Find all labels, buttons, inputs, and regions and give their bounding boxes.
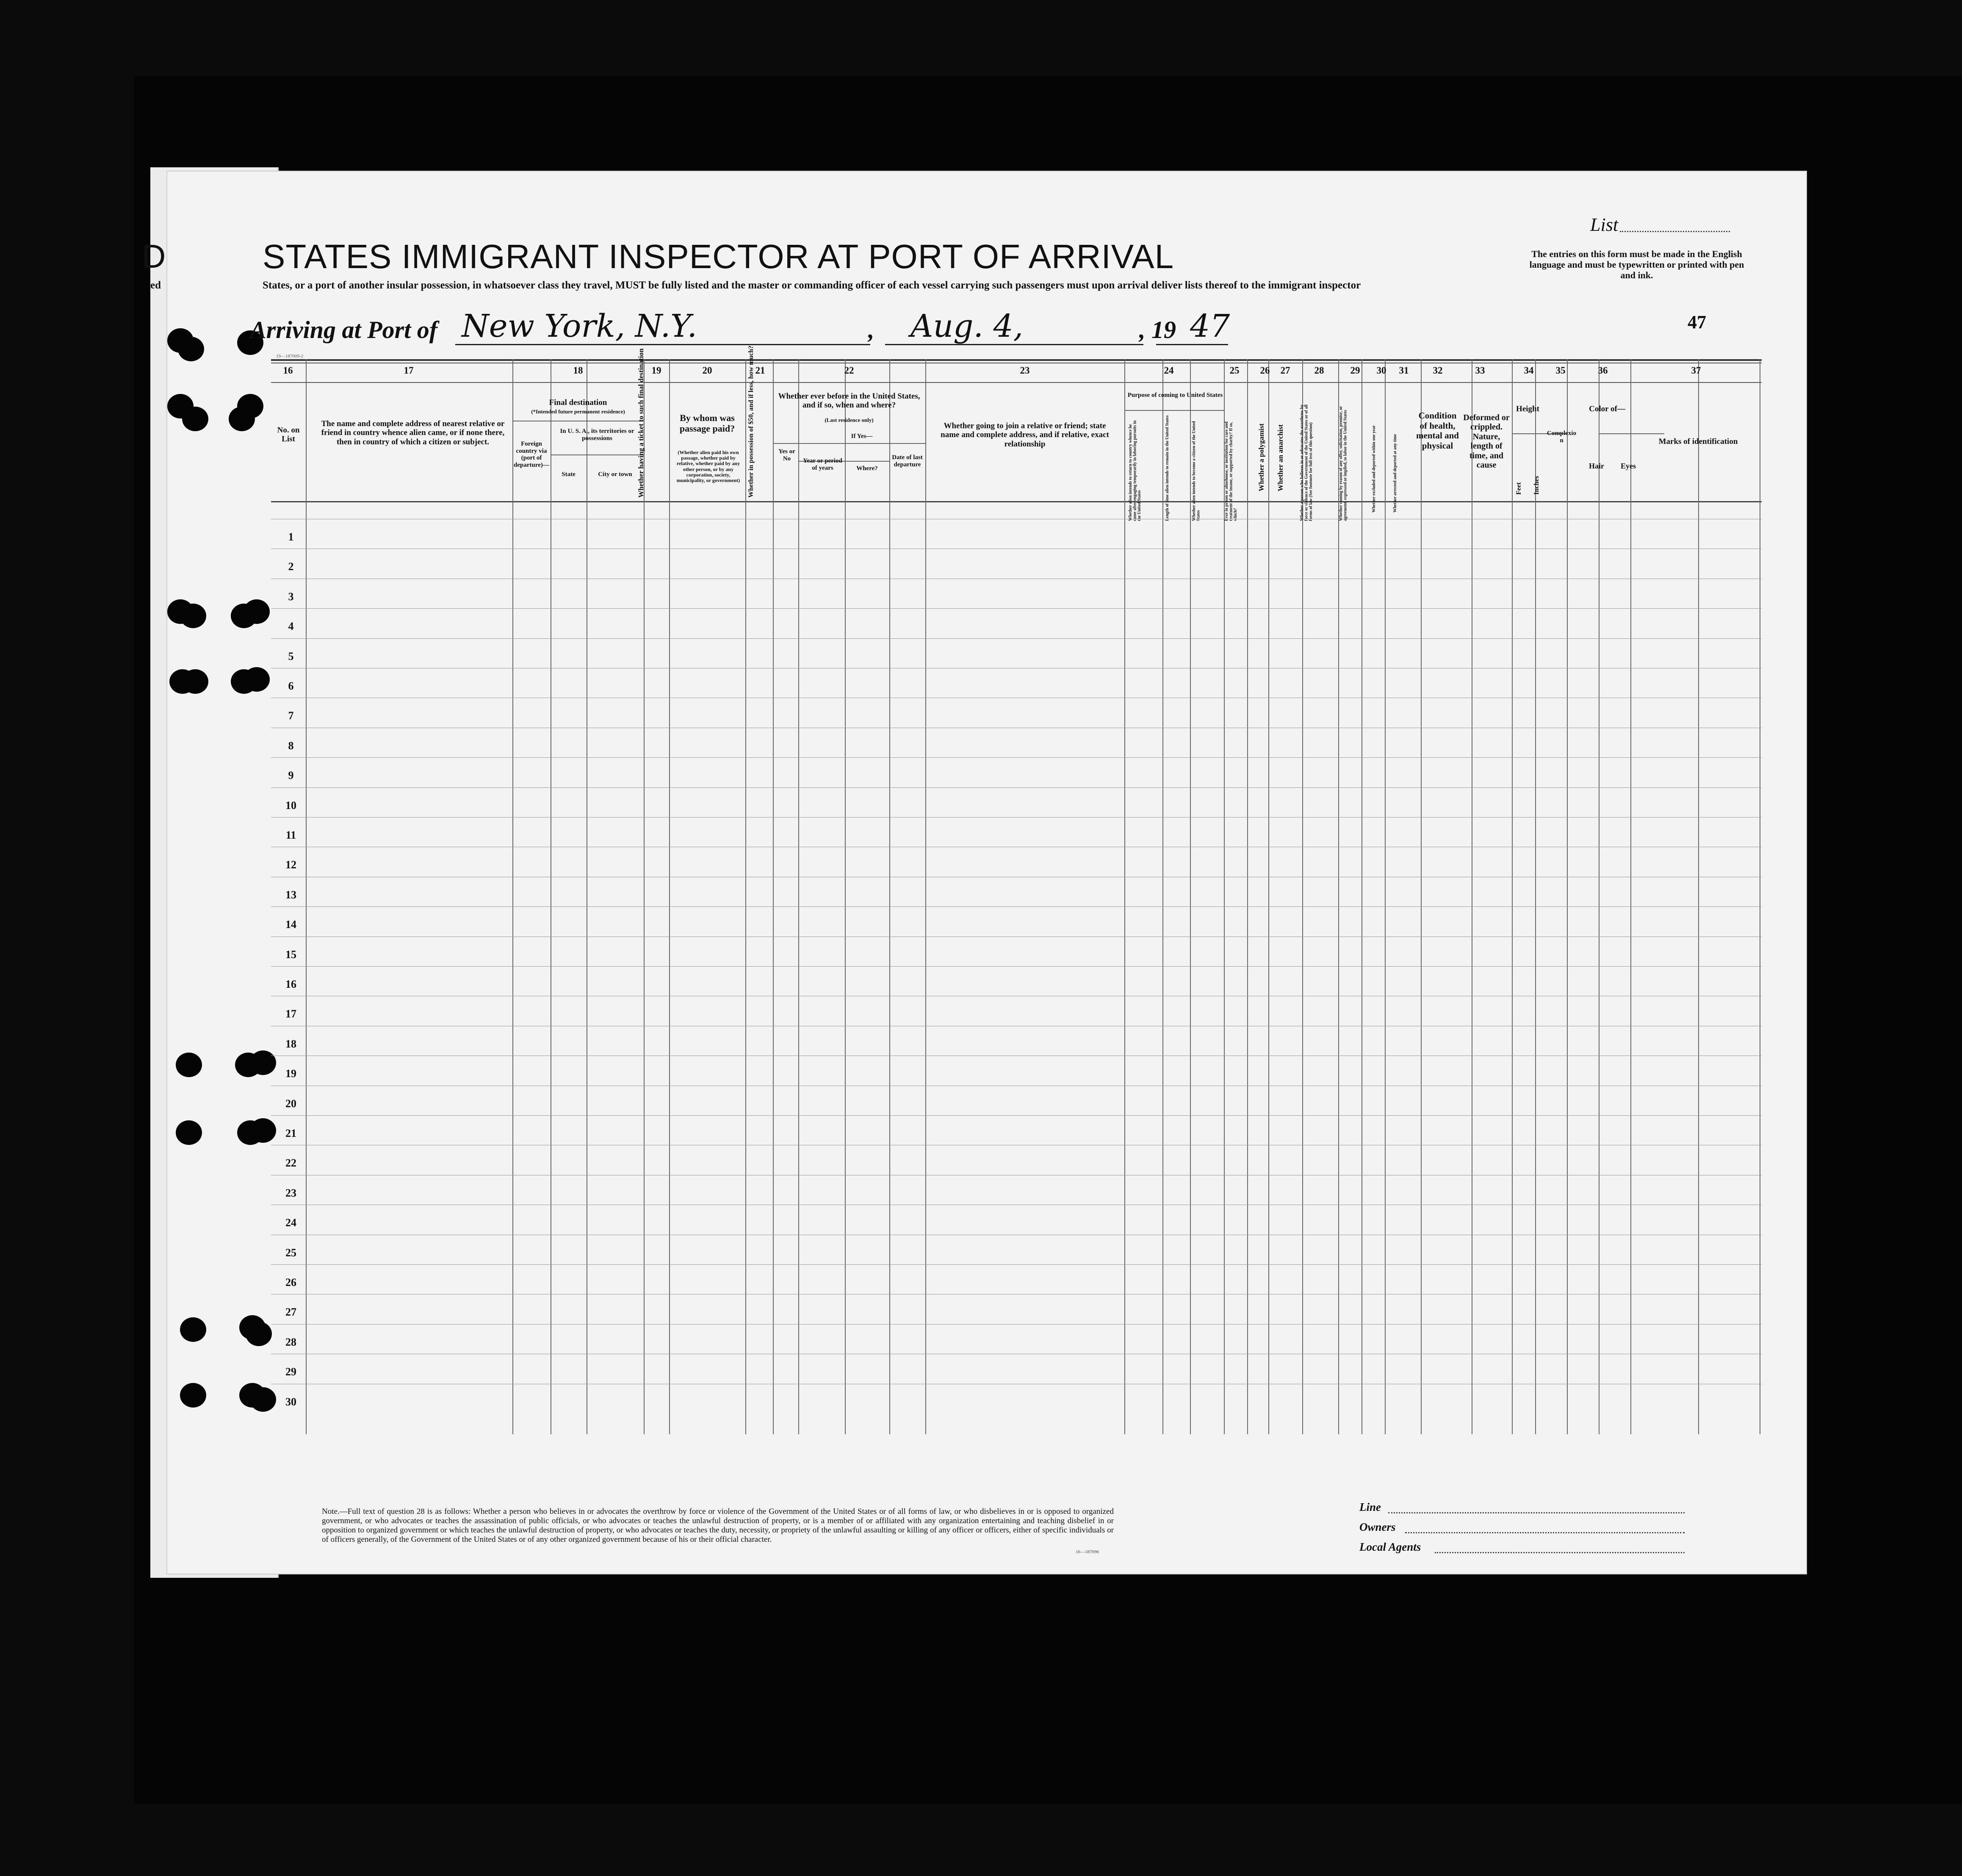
col24-purpose-b: Length of time alien intends to remain in the United States [1165,415,1170,521]
line-label: Line [1359,1501,1381,1513]
col34-inches: Inches [1533,476,1540,495]
footnote-question-28: Note.—Full text of question 28 is as follows: Whether a person who believes in or advocates the overthrow by force or violence of the Government of the United States or of all forms of law, or who disbelieves in or is opposed to organized government, or who advocates or teaches the assassination of public officials, or who advocates or teaches the unlawful destruction of property, or is a member of or affiliated with any organization entertaining and teaching disbelief in or opposition to organized government or which teaches the unlawful destruction of property, or who advocates or teaches the duty, necessity, or propriety of the unlawful assaulting or killing of any officer or officers, either of specific individuals or of officers generally, of the Government of the United States or of any other organized government because of his or their official character. [322,1507,1114,1544]
col18-city: City or town [598,471,632,478]
col35-header: Complexion [1547,430,1577,444]
row-number: 29 [285,1366,296,1378]
row-number: 18 [285,1037,296,1050]
local-agents-field [1435,1552,1685,1553]
col18-title: Final destination [549,398,607,407]
row-number: 12 [285,859,296,871]
line-field [1388,1512,1685,1513]
col25-header: Ever in prison or almshouse, or institution for care and treatment of the insane, or supported by charity? If so, which? [1224,421,1238,521]
table-row [271,906,1762,907]
row-number: 20 [285,1097,296,1110]
col36-eyes: Eyes [1621,462,1636,470]
col18-state: State [562,471,576,478]
col20-subtitle: (Whether alien paid his own passage, whether paid by relative, whether paid by any other person, or by any corporation, society, municipality, or government) [676,449,740,483]
column-number: 18 [573,365,583,376]
table-row [271,757,1762,758]
col24-title: Purpose of coming to United States [1127,392,1223,399]
row-number: 27 [285,1306,296,1319]
footnote-code: 16—187096 [1076,1549,1099,1555]
column-number: 20 [702,365,712,376]
column-number: 28 [1314,365,1324,376]
column-number: 16 [283,365,293,376]
form-subtitle: States, or a port of another insular possession, in whatsoever class they travel, MUST be fully listed and the master or commanding officer of each vessel carrying such passengers must upon arrival deliver lists thereof to the immigrant inspector [263,280,1361,291]
row-number: 28 [285,1336,296,1348]
row-number: 22 [285,1157,296,1169]
column-number: 23 [1020,365,1030,376]
owners-field [1405,1532,1685,1533]
column-number: 32 [1433,365,1443,376]
row-number: 13 [285,888,296,901]
col22-date: Date of last departure [892,454,923,468]
date-handwritten: Aug. 4, [910,308,1024,344]
col22-subtitle: (Last residence only) [825,417,874,423]
col34-title: Height [1516,405,1539,413]
row-number: 10 [285,799,296,812]
punch-hole [244,599,270,624]
row-number: 17 [285,1008,296,1020]
punch-hole [176,1120,202,1145]
row-number: 4 [288,620,294,633]
punch-hole [244,667,270,692]
column-number: 33 [1475,365,1485,376]
table-row [271,1115,1762,1116]
col28-header: Whether a person who believes in or advocates the overthrow by force or violence of the Government of the United States or of all forms of law (See footnote for full text of this question) [1300,405,1313,521]
punch-hole [182,669,208,694]
punch-hole [180,1317,206,1342]
col22-title: Whether ever before in the United States, and if so, when and where? [778,392,920,410]
column-number: 36 [1598,365,1608,376]
row-number: 21 [285,1127,296,1139]
entry-instructions: The entries on this form must be made in the English language and must be typewritten or printed with pen and ink. [1529,249,1744,280]
row-number: 30 [285,1395,296,1408]
row-number: 3 [288,590,294,603]
column-number: 35 [1555,365,1566,376]
row-number: 9 [288,769,294,782]
local-agents-label: Local Agents [1359,1541,1421,1553]
col18-foreign-country: Foreign country via (port of departure)— [514,441,549,468]
column-number: 21 [755,365,765,376]
form-number: 19—187009-2 [276,354,304,359]
column-number: 22 [844,365,854,376]
row-number: 24 [285,1216,296,1229]
list-label: List [1590,214,1619,235]
col22-where: Where? [856,465,878,472]
table-row [271,608,1762,609]
row-number: 16 [285,978,296,990]
col19-header: Whether having a ticket to such final destination [637,348,645,498]
col17-header: The name and complete address of nearest relative or friend in country whence alien came, or if none there, then in country of which a citizen or subject. [321,419,505,446]
row-number: 14 [285,918,296,931]
col30-header: Whether excluded and deported within one year [1372,425,1376,513]
table-row [271,787,1762,788]
col32-header: Condition of health, mental and physical [1416,410,1459,451]
col21-header: Whether in possession of $50, and if less, how much? [747,345,755,498]
col18-usa: In U. S. A., its territories or possessions [560,428,634,442]
column-number: 27 [1280,365,1290,376]
col20-title: By whom was passage paid? [679,413,735,434]
row-number: 11 [285,829,296,841]
col22-yes-no: Yes or No [778,448,795,462]
column-number: 37 [1691,365,1701,376]
punch-hole [178,337,204,361]
punch-hole [229,407,255,431]
row-number: 19 [285,1067,296,1080]
row-number: 1 [288,531,294,543]
side-fragment-text: ed [150,280,161,291]
table-row [271,1324,1762,1325]
punch-hole [180,604,206,628]
table-row [271,1264,1762,1265]
punch-hole [182,407,208,431]
col24-purpose-a: Whether alien intends to return to country whence he came after engaging temporarily in laboring pursuits in the United States [1128,420,1142,521]
row-number: 15 [285,948,296,961]
row-number: 2 [288,560,294,573]
row-number: 6 [288,680,294,692]
owners-label: Owners [1359,1521,1396,1533]
col37-header: Marks of identification [1658,437,1738,446]
column-number: 31 [1399,365,1409,376]
column-number: 30 [1376,365,1386,376]
page-number: 47 [1688,312,1706,333]
col22-if-yes: If Yes— [851,433,873,440]
col33-header: Deformed or crippled. Nature, length of time, and cause [1463,413,1510,470]
row-number: 26 [285,1276,296,1289]
col31-header: Whether arrested and deported at any time [1393,434,1397,513]
row-number: 25 [285,1246,296,1259]
col27-header: Whether an anarchist [1276,424,1284,491]
port-handwritten: New York, N.Y. [462,308,697,344]
table-row [271,638,1762,639]
column-number: 29 [1350,365,1360,376]
row-number: 5 [288,650,294,662]
row-number: 8 [288,739,294,752]
col36-hair: Hair [1589,462,1604,470]
col36-title: Color of— [1589,405,1625,413]
table-row [271,966,1762,967]
punch-hole [176,1053,202,1077]
col18-subtitle: (*Intended future permanent residence) [531,408,625,415]
column-number: 25 [1229,365,1240,376]
form-title: STATES IMMIGRANT INSPECTOR AT PORT OF ARRIVAL [263,238,1174,275]
col23-header: Whether going to join a relative or friend; state name and complete address, and if relative, exact relationship [941,421,1109,449]
year-handwritten: 47 [1190,308,1230,344]
col26-header: Whether a polygamist [1257,423,1265,491]
row-number: 23 [285,1186,296,1199]
year-prefix: , 19 [1139,316,1176,344]
arriving-label: Arriving at Port of [250,316,438,344]
col16-header: No. on List [277,426,300,444]
punch-hole [246,1322,272,1346]
column-number: 24 [1164,365,1174,376]
col34-feet: Feet [1515,482,1522,495]
col29-header: Whether coming by reason of any offer, solicitation, promise, or agreement, expressed or implied, to labor in the United States [1339,406,1348,521]
column-number: 19 [651,365,661,376]
side-fragment-letter: D [142,238,166,275]
col22-year: Year or period of years [803,457,842,471]
column-number: 17 [404,365,414,376]
column-number: 26 [1260,365,1270,376]
col24-purpose-c: Whether alien intends to become a citizen of the United States [1192,421,1201,521]
column-number: 34 [1524,365,1534,376]
punch-hole [180,1383,206,1408]
arriving-line: Arriving at Port of New York, N.Y. , Aug. 4, , 19 47 [250,308,1230,344]
row-number: 7 [288,709,294,722]
list-number-line [1620,231,1730,232]
